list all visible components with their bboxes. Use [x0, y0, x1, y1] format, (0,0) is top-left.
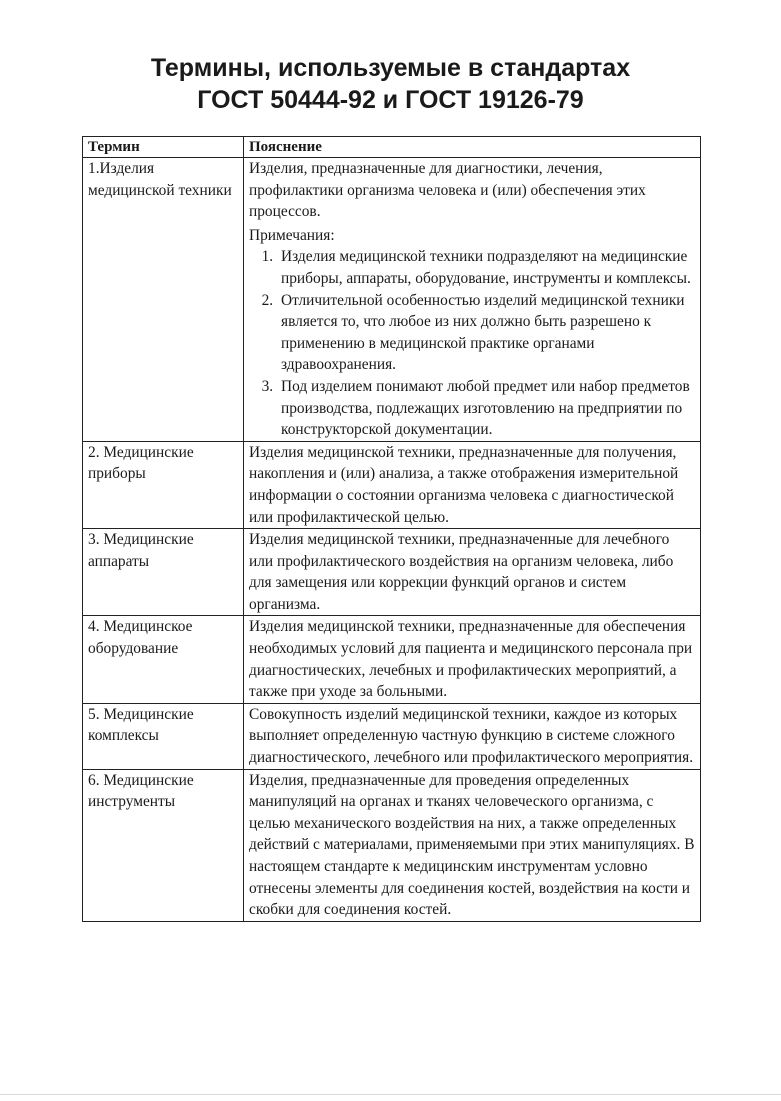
explanation-cell: Изделия медицинской техники, предназначенные для лечебного или профилактического воздействия на организм человека, либо для замещения или коррекции функций органов и систем организма.	[244, 529, 701, 616]
table-row	[83, 703, 701, 769]
explanation-cell: Изделия медицинской техники, предназначенные для обеспечения необходимых условий для пациента и медицинского персонала при диагностических, лечебных и профилактических мероприятий, а также при уходе за больными.	[244, 616, 701, 703]
explanation-cell: Совокупность изделий медицинской техники, каждое из которых выполняет определенную частную функцию в системе сложного диагностического, лечебного или профилактического мероприятия.	[244, 703, 701, 769]
note-item: 2. Отличительной особенностью изделий медицинской техники является то, что любое из них должно быть разрешено к применению в медицинской практике органами здравоохранения.	[277, 290, 696, 376]
page-title	[0, 52, 781, 116]
table-header-row	[83, 137, 701, 158]
column-header-explanation: Пояснение	[244, 137, 701, 158]
page-bottom-edge	[0, 1094, 781, 1095]
column-header-term: Термин	[83, 137, 244, 158]
term-cell: 4. Медицинское оборудование	[83, 616, 244, 703]
term-cell: 2. Медицинские приборы	[83, 441, 244, 528]
page-title-line-1: Термины, используемые в стандартах	[150, 54, 631, 82]
notes-label: Примечания:	[249, 226, 335, 244]
notes-list	[249, 246, 696, 440]
explanation-text: Изделия, предназначенные для диагностики, лечения, профилактики организма человека и (или) обеспечения этих процессов.	[249, 160, 646, 221]
term-cell: 6. Медицинские инструменты	[83, 769, 244, 921]
note-item: 3. Под изделием понимают любой предмет или набор предметов производства, подлежащих изготовлению на предприятии по конструкторской документации.	[277, 376, 696, 441]
explanation-cell	[244, 158, 701, 442]
note-item: 1. Изделия медицинской техники подразделяют на медицинские приборы, аппараты, оборудование, инструменты и комплексы.	[277, 246, 696, 289]
table-row	[83, 529, 701, 616]
term-cell: 3. Медицинские аппараты	[83, 529, 244, 616]
table-row	[83, 769, 701, 921]
explanation-cell: Изделия медицинской техники, предназначенные для получения, накопления и (или) анализа, а также отображения измерительной информации о состоянии организма человека с диагностической или профилактической целью.	[244, 441, 701, 528]
terms-table	[82, 136, 701, 922]
term-cell: 5. Медицинские комплексы	[83, 703, 244, 769]
table-row	[83, 616, 701, 703]
term-cell: 1.Изделия медицинской техники	[83, 158, 244, 442]
page-title-line-2: ГОСТ 50444-92 и ГОСТ 19126-79	[197, 86, 584, 114]
explanation-cell: Изделия, предназначенные для проведения определенных манипуляций на органах и тканях человеческого организма, с целью механического воздействия на них, а также определенных действий с материалами, применяемыми при этих манипуляциях. В настоящем стандарте к медицинским инструментам условно отнесены элементы для соединения костей, воздействия на кости и скобки для соединения костей.	[244, 769, 701, 921]
table-row	[83, 441, 701, 528]
table-row	[83, 158, 701, 442]
